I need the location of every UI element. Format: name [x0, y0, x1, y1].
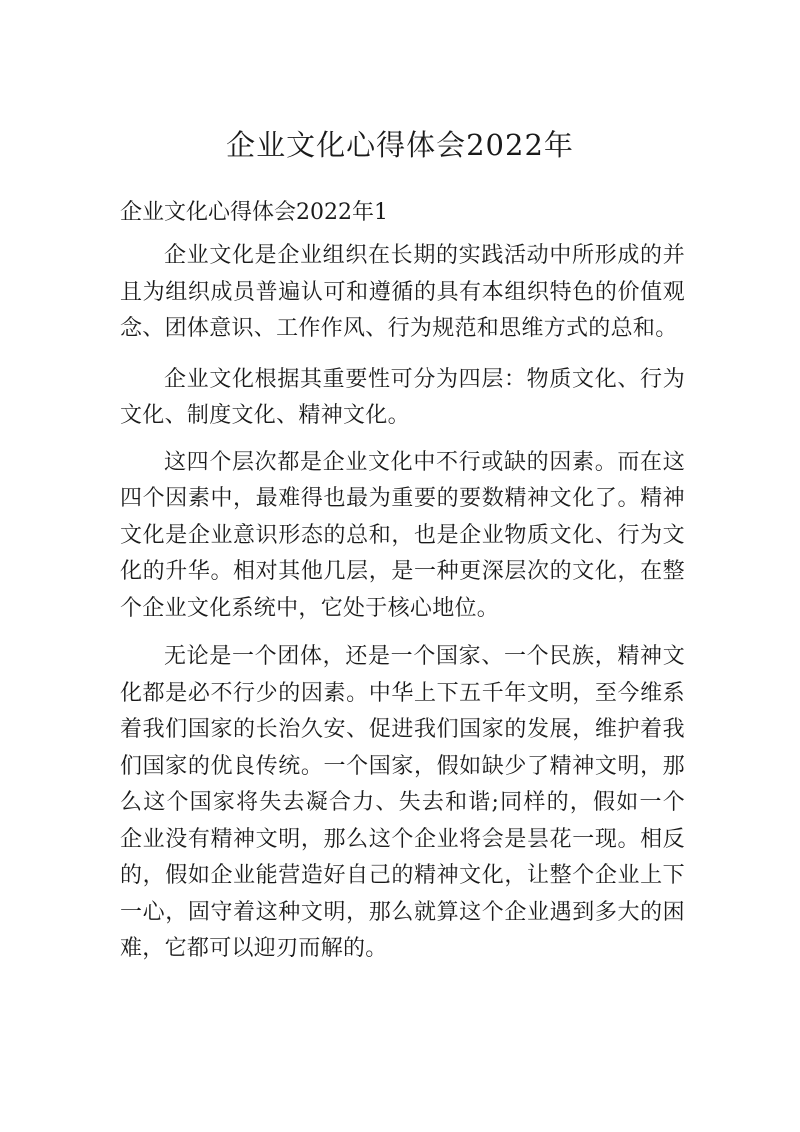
document-body	[120, 238, 685, 980]
document-subtitle: 企业文化心得体会2022年1	[120, 200, 388, 225]
document-title: 企业文化心得体会2022年	[226, 128, 574, 162]
paragraph-nation-and-enterprise: 无论是一个团体，还是一个国家、一个民族，精神文化都是必不行少的因素。中华上下五千年文明，至今维系着我们国家的长治久安、促进我们国家的发展，维护着我们国家的优良传统。一个国家，假如缺少了精神文明，那么这个国家将失去凝合力、失去和谐;同样的，假如一个企业没有精神文明，那么这个企业将会是昙花一现。相反的，假如企业能营造好自己的精神文化，让整个企业上下一心，固守着这种文明，那么就算这个企业遇到多大的困难，它都可以迎刃而解的。	[120, 644, 685, 961]
paragraph-spiritual-culture: 这四个层次都是企业文化中不行或缺的因素。而在这四个因素中，最难得也最为重要的要数精神文化了。精神文化是企业意识形态的总和，也是企业物质文化、行为文化的升华。相对其他几层，是一种更深层次的文化，在整个企业文化系统中，它处于核心地位。	[120, 449, 685, 621]
paragraph-definition: 企业文化是企业组织在长期的实践活动中所形成的并且为组织成员普遍认可和遵循的具有本组织特色的价值观念、团体意识、工作作风、行为规范和思维方式的总和。	[120, 243, 685, 341]
paragraph-four-layers: 企业文化根据其重要性可分为四层：物质文化、行为文化、制度文化、精神文化。	[120, 366, 685, 428]
